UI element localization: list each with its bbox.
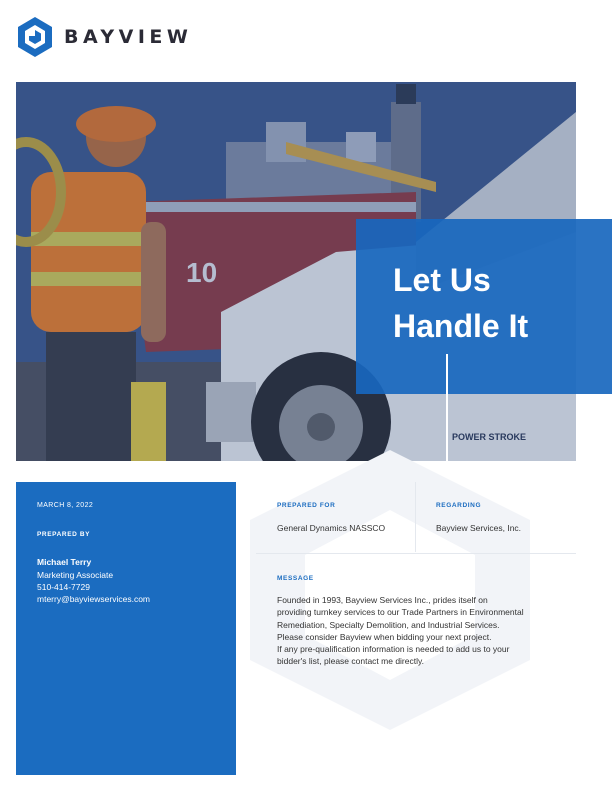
contact-role: Marketing Associate bbox=[37, 570, 114, 580]
bayview-logo bbox=[16, 16, 192, 58]
contact-phone[interactable]: 510-414-7729 bbox=[37, 582, 90, 592]
hexagon-watermark bbox=[230, 440, 550, 740]
sidebar-panel bbox=[16, 482, 236, 775]
message-line: providing turnkey services to our Trade Partners in Environmental bbox=[277, 607, 524, 618]
hero-title-banner bbox=[356, 219, 612, 394]
hero-title bbox=[393, 257, 528, 349]
regarding-value: Bayview Services, Inc. bbox=[436, 523, 522, 533]
prepared-for-label: PREPARED FOR bbox=[277, 502, 336, 509]
bayview-hexagon-icon bbox=[16, 16, 54, 58]
contact-name: Michael Terry bbox=[37, 557, 92, 567]
svg-text:10: 10 bbox=[186, 257, 218, 288]
message-line: Founded in 1993, Bayview Services Inc., prides itself on bbox=[277, 595, 488, 605]
message-body bbox=[277, 594, 552, 668]
svg-text:POWER STROKE: POWER STROKE bbox=[452, 432, 527, 442]
message-line: If any pre-qualification information is needed to add us to your bbox=[277, 644, 510, 655]
prepared-for-value: General Dynamics NASSCO bbox=[277, 523, 386, 533]
regarding-label: REGARDING bbox=[436, 502, 482, 509]
prepared-by-label: PREPARED BY bbox=[37, 531, 91, 538]
hero-title-line1: Let Us bbox=[393, 262, 491, 298]
message-line: Please consider Bayview when bidding your next project. bbox=[277, 631, 492, 642]
message-line: bidder's list, please contact me directly. bbox=[277, 656, 424, 667]
details-divider-horizontal bbox=[256, 553, 576, 554]
document-date: MARCH 8, 2022 bbox=[37, 502, 94, 509]
details-divider-vertical bbox=[415, 482, 416, 552]
contact-email[interactable]: mterry@bayviewservices.com bbox=[37, 594, 151, 604]
message-line: Remediation, Specialty Demolition, and Industrial Services. bbox=[277, 619, 500, 630]
hero-title-line2: Handle It bbox=[393, 308, 529, 344]
brand-name: BAYVIEW bbox=[64, 26, 193, 48]
message-label: MESSAGE bbox=[277, 575, 314, 582]
